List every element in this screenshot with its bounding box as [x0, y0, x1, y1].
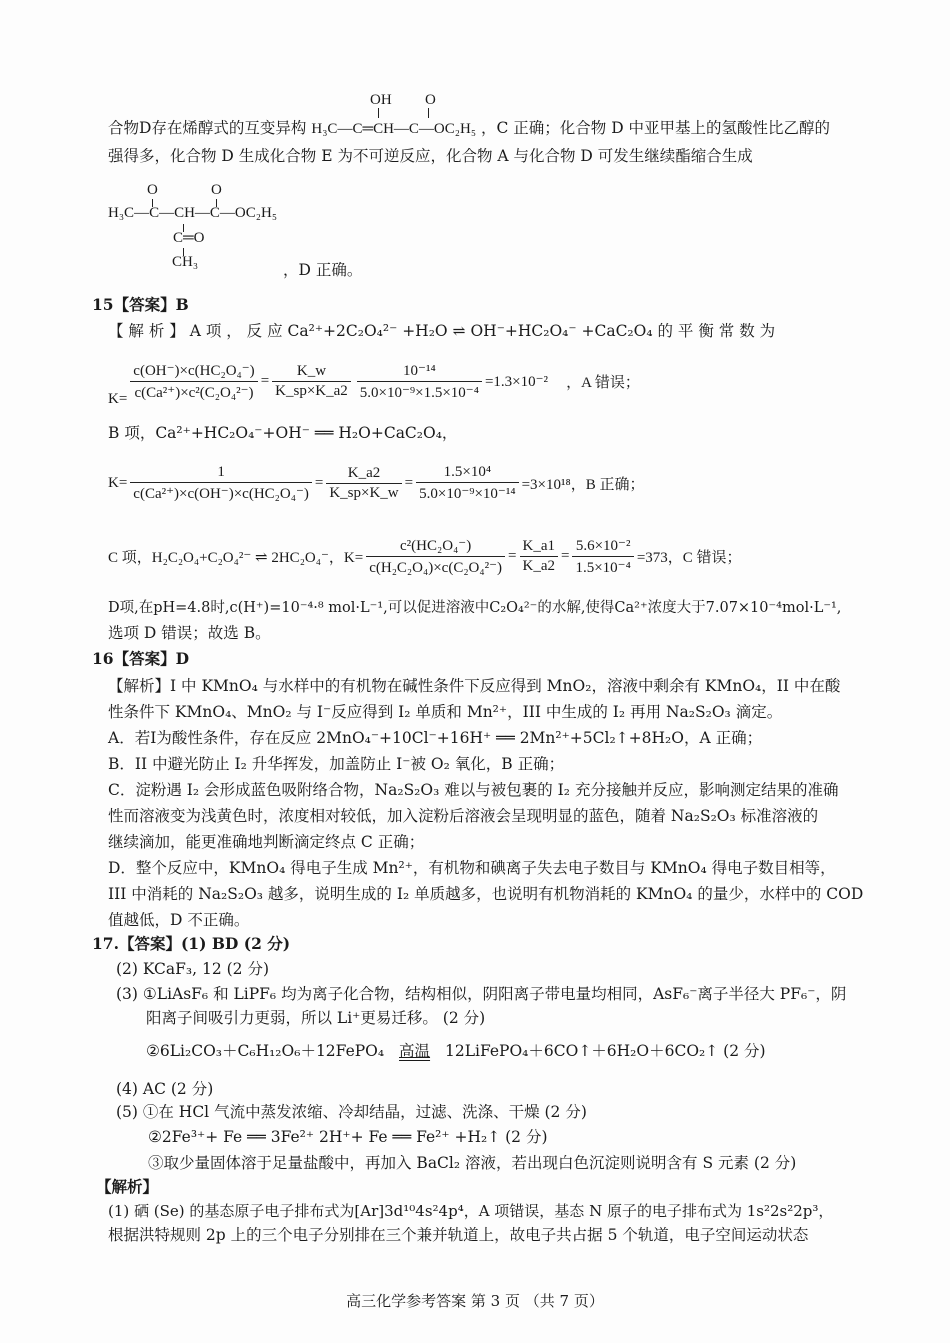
q15-a-frac1-num: c(OH⁻)×c(HC₂O₄⁻) [130, 361, 257, 382]
q15-a-intro: 【 解 析 】 A 项 ， 反 应 Ca²⁺+2C₂O₄²⁻ +H₂O ⇌ OH⁻+HC₂O₄⁻ +CaC₂O₄ 的 平 衡 常 数 为 [108, 322, 776, 340]
q15-a-frac3-den: 5.0×10⁻⁹×1.5×10⁻⁴ [359, 384, 479, 401]
q15-c-frac3-num: 5.6×10⁻² [572, 536, 633, 557]
q14-line2: 强得多，化合物 D 生成化合物 E 为不可逆反应，化合物 A 与化合物 D 可发生继续酯缩合生成 [108, 147, 753, 165]
q15-a-result: =1.3×10⁻² [484, 373, 549, 390]
q15-a-frac2-den: K_sp×K_a2 [275, 382, 348, 399]
q15-a-frac1-den: c(Ca²⁺)×c²(C₂O₄²⁻) [134, 384, 254, 401]
q15-b-frac1-den: c(Ca²⁺)×c(OH⁻)×c(HC₂O₄⁻) [133, 485, 309, 502]
q17-p5-3: ③取少量固体溶于足量盐酸中，再加入 BaCl₂ 溶液，若出现白色沉淀则说明含有 S 元素 (2 分) [148, 1154, 797, 1172]
q15-c-equation: C 项，H₂C₂O₄+C₂O₄²⁻ ⇌ 2HC₂O₄⁻，K= $\frac{\text{c²(HC₂O₄⁻)}}{\text{c(H₂C₂O₄)×c(C₂O₄²⁻)}}$ = $\frac{K\_a1}{K\_a2}$ = $\frac{\text{5.6×10⁻²}}{\text{1.5×10⁻⁴}}$ =373，C 错误； [108, 537, 742, 576]
q17-analysis-line2: 根据洪特规则 2p 上的三个电子分别排在三个兼并轨道上，故电子共占据 5 个轨道，电子空间运动状态 [108, 1226, 809, 1244]
q16-line-9: 值越低，D 不正确。 [108, 911, 250, 929]
prod-main: H₃C—C—CH—C—OC₂H₅ [108, 205, 278, 221]
q15-b-frac3-num: 1.5×10⁴ [416, 464, 518, 483]
q15-b-frac1 [130, 464, 312, 503]
q15-c-intro: C 项，H₂C₂O₄+C₂O₄²⁻ ⇌ 2HC₂O₄⁻，K= [108, 549, 364, 566]
enol-o-label: O [425, 92, 436, 108]
q16-line-2: A．若I为酸性条件，存在反应 2MnO₄⁻+10Cl⁻+16H⁺ ══ 2Mn²⁺+5Cl₂↑+8H₂O，A 正确； [108, 729, 763, 747]
q15-b-frac2-den: K_sp×K_w [329, 484, 399, 501]
q15-b-frac1-num: 1 [130, 464, 312, 483]
q17-p4: (4) AC (2 分) [116, 1080, 214, 1098]
q17-p5-1: (5) ①在 HCl 气流中蒸发浓缩、冷却结晶，过滤、洗涤、干燥 (2 分) [116, 1103, 587, 1121]
q15-c-frac2 [520, 538, 559, 575]
q16-line-7: D．整个反应中，KMnO₄ 得电子生成 Mn²⁺，有机物和碘离子失去电子数目与 KMnO₄ 得电子数目相等， [108, 859, 836, 877]
prod-o1: O [147, 182, 158, 198]
q15-c-frac1-num: c²(HC₂O₄⁻) [366, 536, 505, 557]
q16-line-5: 性而溶液变为浅黄色时，浓度相对较低，加入淀粉后溶液会呈现明显的蓝色，随着 Na₂S₂O₃ 标准溶液的 [108, 807, 819, 825]
q15-b-frac3 [416, 464, 518, 503]
q14-line1 [108, 117, 830, 140]
q15-a-frac2 [272, 363, 351, 400]
q15-c-frac2-den: K_a2 [522, 557, 555, 574]
prod-o2: O [211, 182, 222, 198]
q15-c-frac1 [366, 536, 505, 577]
q15-b-equation: K= $\frac{1}{\text{c(Ca²⁺)×c(OH⁻)×c(HC₂O₄⁻)}}$ = $\frac{K\_a2}{K\_sp\times K\_w}$ = $\frac{\text{1.5×10⁴}}{\text{5.0×10⁻⁹×10⁻¹⁴}}$ =3×10¹⁸，B 正确； [108, 463, 645, 502]
q15-a-equation: K= $\frac{\text{c(OH⁻)×c(HC₂O₄⁻)}}{\text{c(Ca²⁺)×c²(C₂O₄²⁻)}}$ = $\frac{K\_w}{K\_sp\times K\_a2}$ $\frac{\text{10⁻¹⁴}}{\text{5.0×10⁻⁹×1.5×10⁻⁴}}$ =1.3×10⁻² ，A 错误； [108, 362, 640, 407]
q14-line1-pre: 合物D存在烯醇式的互变异构 [108, 119, 307, 137]
q15-c-result: =373，C 错误； [636, 549, 742, 566]
q15-b-frac2-num: K_a2 [326, 465, 401, 484]
q16-line-4: C．淀粉遇 I₂ 会形成蓝色吸附络合物，Na₂S₂O₃ 难以与被包裹的 I₂ 充分接触并反应，影响测定结果的准确 [108, 781, 839, 799]
q15-a-frac3-num: 10⁻¹⁴ [357, 361, 482, 382]
q15-a-frac3 [357, 361, 482, 402]
q15-c-frac2-num: K_a1 [520, 538, 559, 557]
q15-a-frac2-num: K_w [272, 363, 351, 382]
q17-eq-condition: 高温 [399, 1042, 431, 1060]
prod-ch3: CH₃ [172, 254, 199, 270]
q17-p2: (2) KCaF₃, 12 (2 分) [116, 960, 270, 978]
q15-c-frac3 [572, 536, 633, 577]
q15-b-intro: B 项，Ca²⁺+HC₂O₄⁻+OH⁻ ══ H₂O+CaC₂O₄， [108, 424, 458, 442]
q15-a-k: K= [108, 391, 128, 407]
q17-p5-2: ②2Fe³⁺+ Fe ══ 3Fe²⁺ 2H⁺+ Fe ══ Fe²⁺ +H₂↑ (2 分) [148, 1128, 548, 1146]
page-footer: 高三化学参考答案 第 3 页 （共 7 页） [346, 1292, 604, 1310]
prod-tail: ，D 正确。 [283, 261, 363, 279]
enol-oh-label: OH [370, 92, 392, 108]
q15-b-frac2 [326, 465, 401, 502]
q17-p3-equation [146, 1040, 766, 1062]
q15-d-line1: D项,在pH=4.8时,c(H⁺)=10⁻⁴·⁸ mol·L⁻¹,可以促进溶液中C₂O₄²⁻的水解,使得Ca²⁺浓度大于7.07×10⁻⁴mol·L⁻¹, [108, 600, 842, 616]
prod-co: C═O [173, 230, 205, 246]
q15-c-frac3-den: 1.5×10⁻⁴ [575, 559, 631, 576]
q16-line-0: 【解析】I 中 KMnO₄ 与水样中的有机物在碱性条件下反应得到 MnO₂，溶液中剩余有 KMnO₄，II 中在酸 [108, 677, 841, 695]
q17-eq-right: 12LiFePO₄＋6CO↑＋6H₂O＋6CO₂↑ (2 分) [444, 1042, 766, 1060]
q15-a-verdict: ，A 错误； [566, 374, 640, 391]
q17-p3-line2: 阳离子间吸引力更弱，所以 Li⁺更易迁移。 (2 分) [146, 1009, 486, 1027]
q17-header: 17.【答案】(1) BD (2 分) [92, 934, 291, 953]
enol-formula: H₃C—C═CH—C—OC₂H₅ [311, 121, 477, 137]
q15-c-frac1-den: c(H₂C₂O₄)×c(C₂O₄²⁻) [369, 559, 503, 576]
q16-header: 16【答案】D [92, 649, 190, 668]
q15-a-frac1 [130, 361, 257, 402]
q16-line-1: 性条件下 KMnO₄、MnO₂ 与 I⁻反应得到 I₂ 单质和 Mn²⁺，III 中生成的 I₂ 再用 Na₂S₂O₃ 滴定。 [108, 703, 783, 721]
q17-analysis-line1: (1) 硒 (Se) 的基态原子电子排布式为[Ar]3d¹⁰4s²4p⁴，A 项错误，基态 N 原子的电子排布式为 1s²2s²2p³， [108, 1202, 834, 1220]
q16-line-8: III 中消耗的 Na₂S₂O₃ 越多，说明生成的 I₂ 单质越多，也说明有机物消耗的 KMnO₄ 的量少，水样中的 COD [108, 885, 864, 903]
q16-line-3: B．II 中避光防止 I₂ 升华挥发，加盖防止 I⁻被 O₂ 氧化，B 正确； [108, 755, 565, 773]
q17-p3-line1: (3) ①LiAsF₆ 和 LiPF₆ 均为离子化合物，结构相似，阴阳离子带电量均相同，AsF₆⁻离子半径大 PF₆⁻，阴 [116, 985, 847, 1003]
q17-eq-left: ②6Li₂CO₃＋C₆H₁₂O₆＋12FePO₄ [146, 1042, 385, 1060]
q15-b-result: =3×10¹⁸，B 正确； [521, 476, 645, 493]
q15-b-frac3-den: 5.0×10⁻⁹×10⁻¹⁴ [419, 485, 516, 502]
q16-line-6: 继续滴加，能更准确地判断滴定终点 C 正确； [108, 833, 425, 851]
q15-b-k: K= [108, 474, 128, 491]
q17-analysis-header: 【解析】 [96, 1177, 159, 1196]
q14-line1-post: ，C 正确；化合物 D 中亚甲基上的氢酸性比乙醇的 [480, 119, 831, 137]
q15-header: 15【答案】B [92, 295, 189, 314]
q15-d-line2: 选项 D 错误；故选 B。 [108, 624, 271, 642]
